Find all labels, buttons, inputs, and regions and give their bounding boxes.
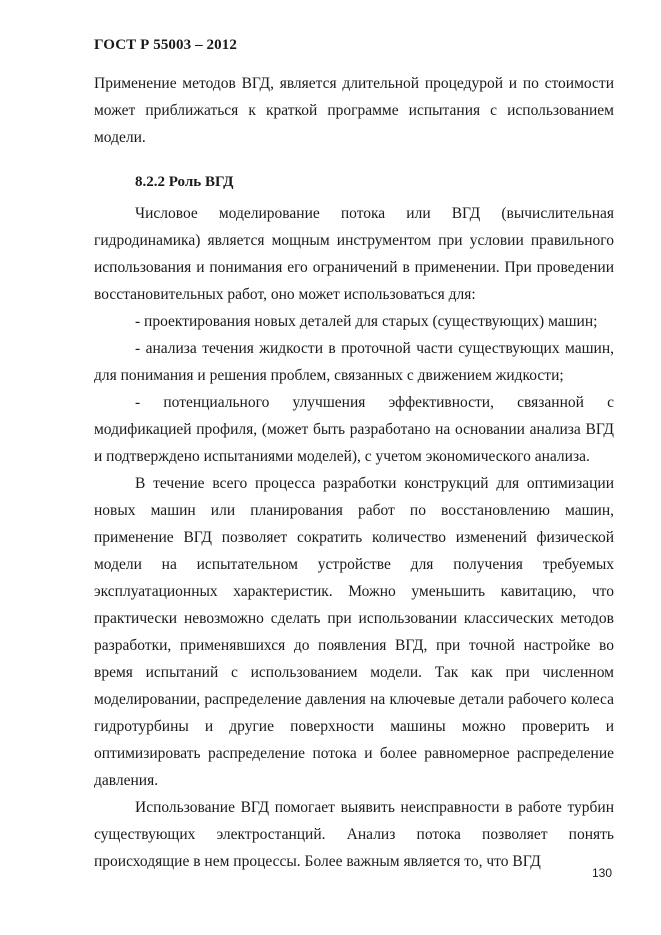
list-item-design: - проектирования новых деталей для старых (существующих) машин; — [135, 313, 598, 330]
list-item-efficiency: - потенциального улучшения эффективности, связанной с модификацией профиля, (может быть разработано на основании анализа ВГД и подтверждено испытаниями моделей), с учетом экономического анализа. — [94, 394, 614, 465]
paragraph-cfd-definition: Числовое моделирование потока или ВГД (вычислительная гидродинамика) является мощным инструментом при условии правильного использования и понимания его ограничений в применении. При проведении восстановительных работ, оно может использоваться для: — [94, 205, 614, 303]
section-heading: 8.2.2 Роль ВГД — [135, 174, 234, 190]
document-body — [94, 70, 614, 875]
paragraph-design-process: В течение всего процесса разработки конструкций для оптимизации новых машин или планирования работ по восстановлению машин, применение ВГД позволяет сократить количество изменений физической модели на испытательном устройстве для получения требуемых эксплуатационных характеристик. Можно уменьшить кавитацию, что практически невозможно сделать при использовании классических методов разработки, применявшихся до появления ВГД, при точной настройке во время испытаний с использованием модели. Так как при численном моделировании, распределение давления на ключевые детали рабочего колеса гидротурбины и другие поверхности машины можно проверить и оптимизировать распределение потока и более равномерное распределение давления. — [94, 475, 614, 789]
paragraph-troubleshooting: Использование ВГД помогает выявить неисправности в работе турбин существующих электростанций. Анализ потока позволяет понять происходящие в нем процессы. Более важным является то, что ВГД — [94, 799, 614, 870]
document-header: ГОСТ Р 55003 – 2012 — [94, 37, 237, 53]
list-item-analysis: - анализа течения жидкости в проточной части существующих машин, для понимания и решения проблем, связанных с движением жидкости; — [94, 340, 614, 384]
page-number: 130 — [592, 866, 613, 880]
paragraph-intro: Применение методов ВГД, является длительной процедурой и по стоимости может приближаться к краткой программе испытания с использованием модели. — [94, 75, 614, 146]
